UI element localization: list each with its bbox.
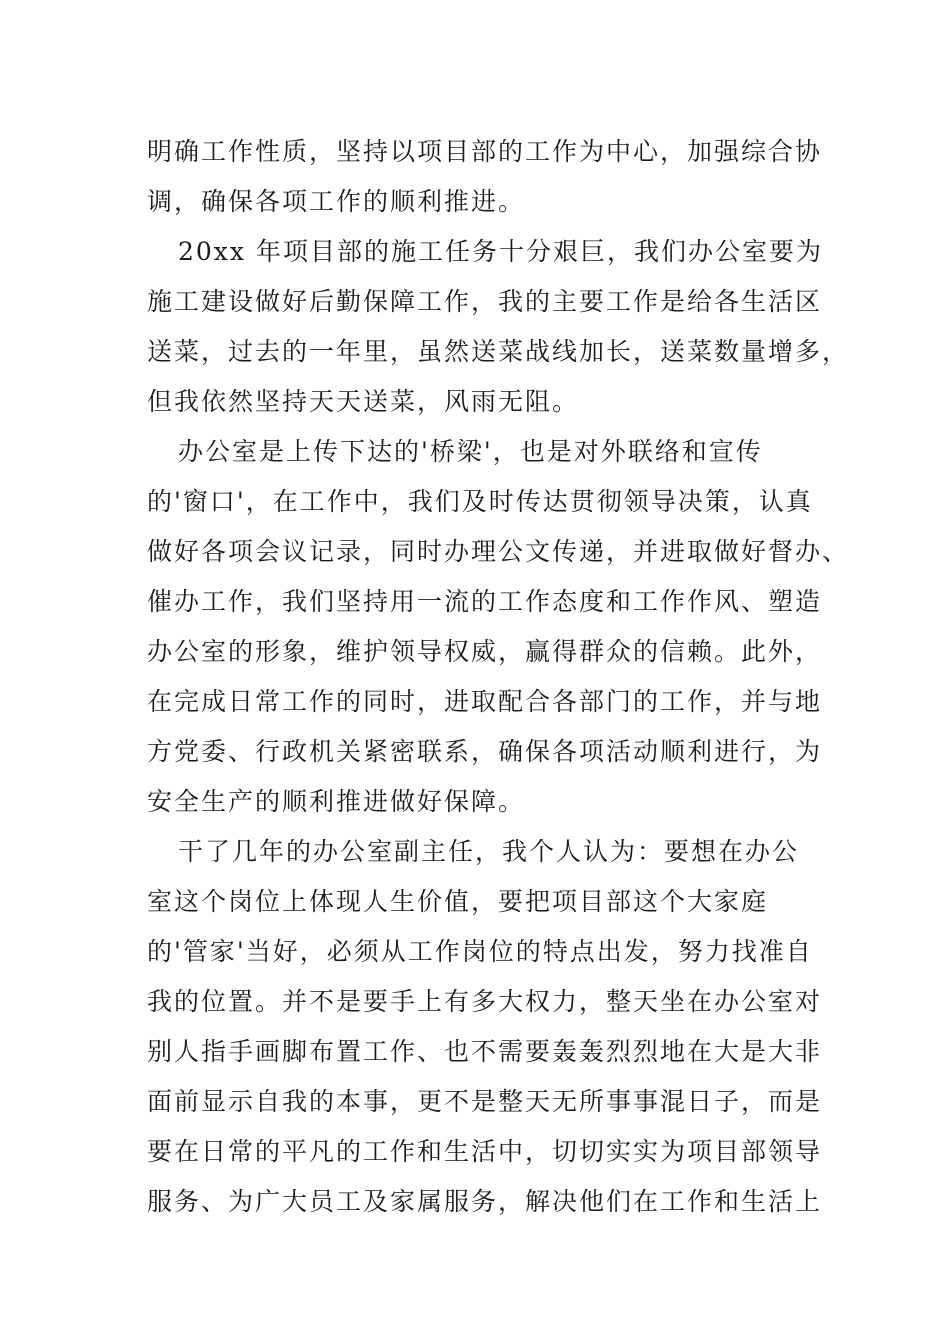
paragraph-line: 干了几年的办公室副主任，我个人认为：要想在办公	[178, 837, 800, 866]
paragraph-line: 在完成日常工作的同时，进取配合各部门的工作，并与地	[147, 687, 823, 716]
paragraph-line: 室这个岗位上体现人生价值，要把项目部这个大家庭	[147, 887, 769, 916]
paragraph-line: 要在日常的平凡的工作和生活中，切切实实为项目部领导	[147, 1137, 823, 1166]
paragraph-line: 办公室的形象，维护领导权威，赢得群众的信赖。此外，	[147, 637, 823, 666]
paragraph-line: 明确工作性质，坚持以项目部的工作为中心，加强综合协	[147, 137, 823, 166]
paragraph-line: 调，确保各项工作的顺利推进。	[147, 187, 526, 216]
paragraph-line: 的'管家'当好，必须从工作岗位的特点出发，努力找准自	[147, 937, 813, 966]
paragraph-line: 服务、为广大员工及家属服务，解决他们在工作和生活上	[147, 1187, 823, 1216]
paragraph-line: 方党委、行政机关紧密联系，确保各项活动顺利进行，为	[147, 737, 823, 766]
paragraph-line: 我的位置。并不是要手上有多大权力，整天坐在办公室对	[147, 987, 823, 1016]
paragraph-line: 面前显示自我的本事，更不是整天无所事事混日子，而是	[147, 1087, 823, 1116]
paragraph-line: 但我依然坚持天天送菜，风雨无阻。	[147, 387, 580, 416]
paragraph-line: 安全生产的顺利推进做好保障。	[147, 787, 526, 816]
paragraph-line: 别人指手画脚布置工作、也不需要轰轰烈烈地在大是大非	[147, 1037, 823, 1066]
paragraph-line: 送菜，过去的一年里，虽然送菜战线加长，送菜数量增多，	[147, 337, 850, 366]
paragraph-line: 催办工作，我们坚持用一流的工作态度和工作作风、塑造	[147, 587, 823, 616]
paragraph-line: 施工建设做好后勤保障工作，我的主要工作是给各生活区	[147, 287, 823, 316]
paragraph-line: 20xx 年项目部的施工任务十分艰巨，我们办公室要为	[178, 237, 823, 266]
paragraph-line: 的'窗口'，在工作中，我们及时传达贯彻领导决策，认真	[147, 487, 813, 516]
paragraph-line: 办公室是上传下达的'桥梁'，也是对外联络和宣传	[178, 437, 763, 466]
paragraph-line: 做好各项会议记录，同时办理公文传递，并进取做好督办、	[147, 537, 850, 566]
